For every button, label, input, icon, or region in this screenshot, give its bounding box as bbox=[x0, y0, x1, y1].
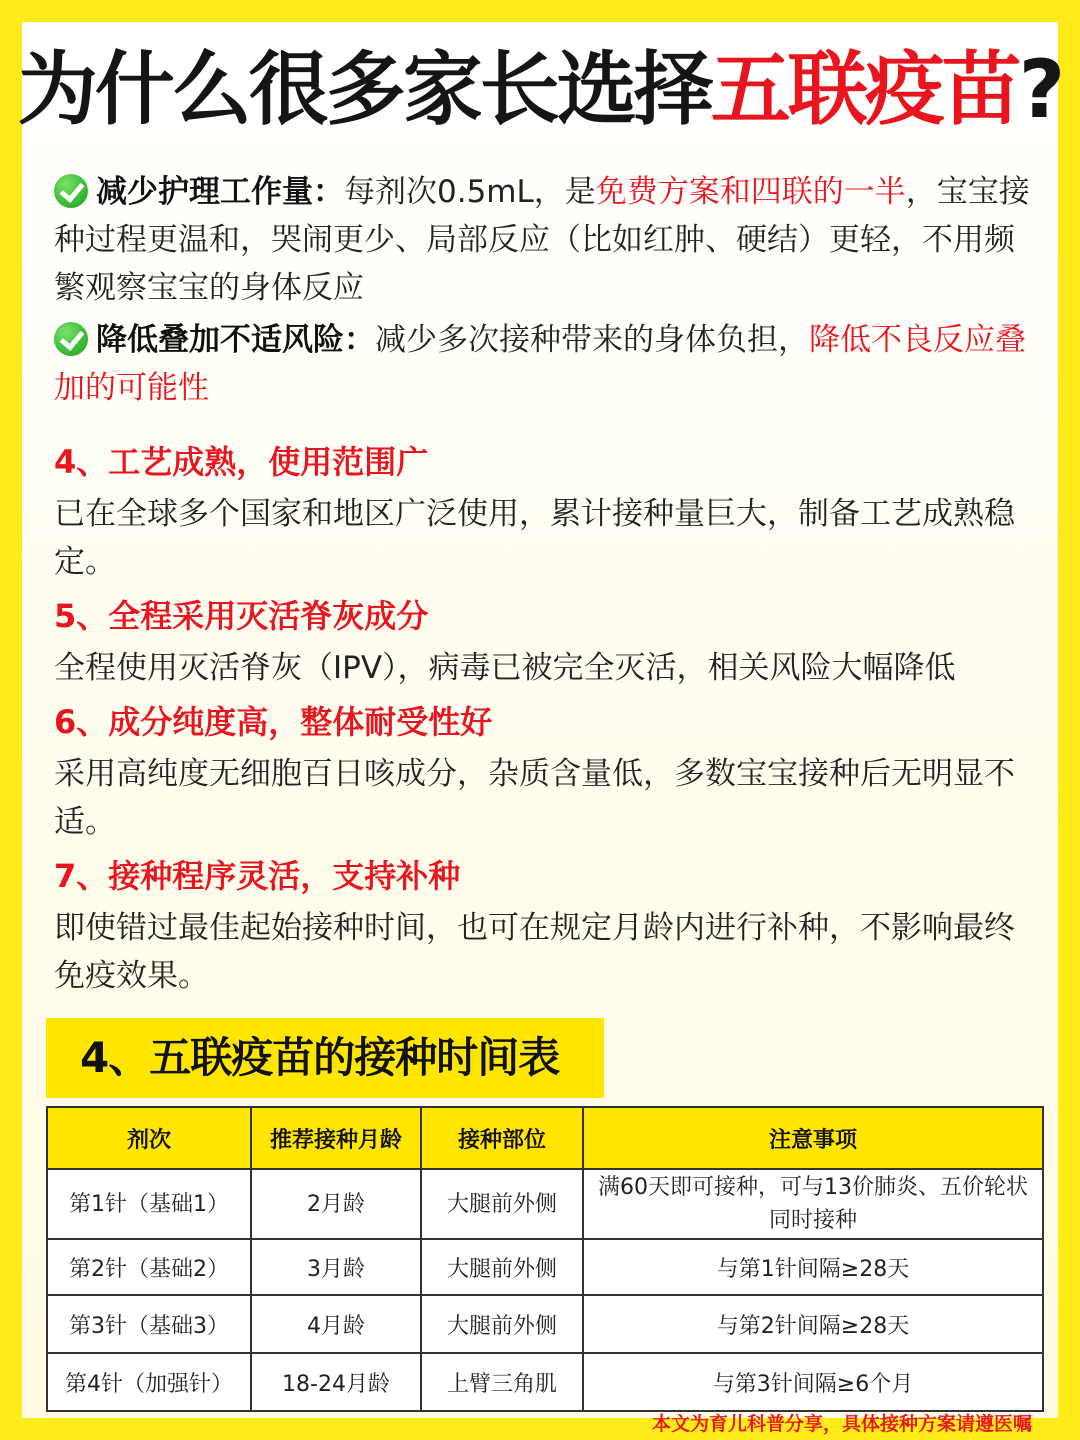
benefit-highlight: 免费方案和四联的一半 bbox=[595, 174, 906, 210]
point-heading: 6、成分纯度高，整体耐受性好 bbox=[54, 703, 493, 741]
benefit-text: 每剂次0.5mL，是 bbox=[344, 174, 596, 210]
schedule-title: 4、五联疫苗的接种时间表 bbox=[80, 1033, 560, 1082]
cell-notes: 与第3针间隔≥6个月 bbox=[583, 1353, 1043, 1411]
point-body: 采用高纯度无细胞百日咳成分，杂质含量低，多数宝宝接种后无明显不适。 bbox=[54, 756, 1015, 840]
table-row bbox=[47, 1353, 1043, 1411]
cell-dose: 第2针（基础2） bbox=[47, 1239, 251, 1295]
benefit-risk bbox=[54, 316, 1034, 412]
benefit-highlight: 降低不良反应叠加的可能性 bbox=[54, 322, 1026, 406]
check-circle-icon bbox=[54, 322, 88, 356]
cell-notes: 与第1针间隔≥28天 bbox=[583, 1239, 1043, 1295]
point-heading: 7、接种程序灵活，支持补种 bbox=[54, 857, 461, 895]
table-row bbox=[47, 1295, 1043, 1353]
benefit-workload bbox=[54, 168, 1034, 312]
cell-dose: 第4针（加强针） bbox=[47, 1353, 251, 1411]
cell-site: 大腿前外侧 bbox=[421, 1295, 583, 1353]
benefit-text: ，宝宝接种过程更温和，哭闹更少、局部反应（比如红肿、硬结）更轻，不用频繁观察宝宝的身体反应 bbox=[54, 174, 1030, 306]
table-header-row bbox=[47, 1107, 1043, 1169]
title-highlight: 五联疫苗 bbox=[710, 43, 1019, 136]
cell-age: 3月龄 bbox=[251, 1239, 421, 1295]
title-prefix: 为什么很多家长选择 bbox=[17, 43, 711, 136]
header-dose: 剂次 bbox=[47, 1107, 251, 1169]
point-heading: 5、全程采用灭活脊灰成分 bbox=[54, 597, 429, 635]
cell-dose: 第3针（基础3） bbox=[47, 1295, 251, 1353]
point-body: 全程使用灭活脊灰（IPV），病毒已被完全灭活，相关风险大幅降低 bbox=[54, 650, 956, 686]
check-circle-icon bbox=[54, 174, 88, 208]
cell-age: 4月龄 bbox=[251, 1295, 421, 1353]
cell-site: 上臂三角肌 bbox=[421, 1353, 583, 1411]
benefit-lead: 降低叠加不适风险： bbox=[96, 322, 375, 358]
cell-site: 大腿前外侧 bbox=[421, 1169, 583, 1239]
cell-dose: 第1针（基础1） bbox=[47, 1169, 251, 1239]
header-age: 推荐接种月龄 bbox=[251, 1107, 421, 1169]
point-heading: 4、工艺成熟，使用范围广 bbox=[54, 443, 429, 481]
cell-site: 大腿前外侧 bbox=[421, 1239, 583, 1295]
table-row bbox=[47, 1239, 1043, 1295]
page-title bbox=[0, 40, 1080, 140]
benefit-text: 减少多次接种带来的身体负担， bbox=[375, 322, 809, 358]
header-notes: 注意事项 bbox=[583, 1107, 1043, 1169]
table-row bbox=[47, 1169, 1043, 1239]
cell-notes: 满60天即可接种，可与13价肺炎、五价轮状同时接种 bbox=[583, 1169, 1043, 1239]
cell-age: 18-24月龄 bbox=[251, 1353, 421, 1411]
point-body: 已在全球多个国家和地区广泛使用，累计接种量巨大，制备工艺成熟稳定。 bbox=[54, 496, 1015, 580]
schedule-table bbox=[46, 1106, 1044, 1412]
disclaimer-footnote: 本文为育儿科普分享，具体接种方案请遵医嘱 bbox=[651, 1413, 1032, 1435]
benefit-lead: 减少护理工作量： bbox=[96, 174, 344, 210]
title-suffix: ? bbox=[1018, 43, 1063, 136]
point-body: 即使错过最佳起始接种时间，也可在规定月龄内进行补种，不影响最终免疫效果。 bbox=[54, 910, 1015, 994]
cell-age: 2月龄 bbox=[251, 1169, 421, 1239]
header-site: 接种部位 bbox=[421, 1107, 583, 1169]
cell-notes: 与第2针间隔≥28天 bbox=[583, 1295, 1043, 1353]
